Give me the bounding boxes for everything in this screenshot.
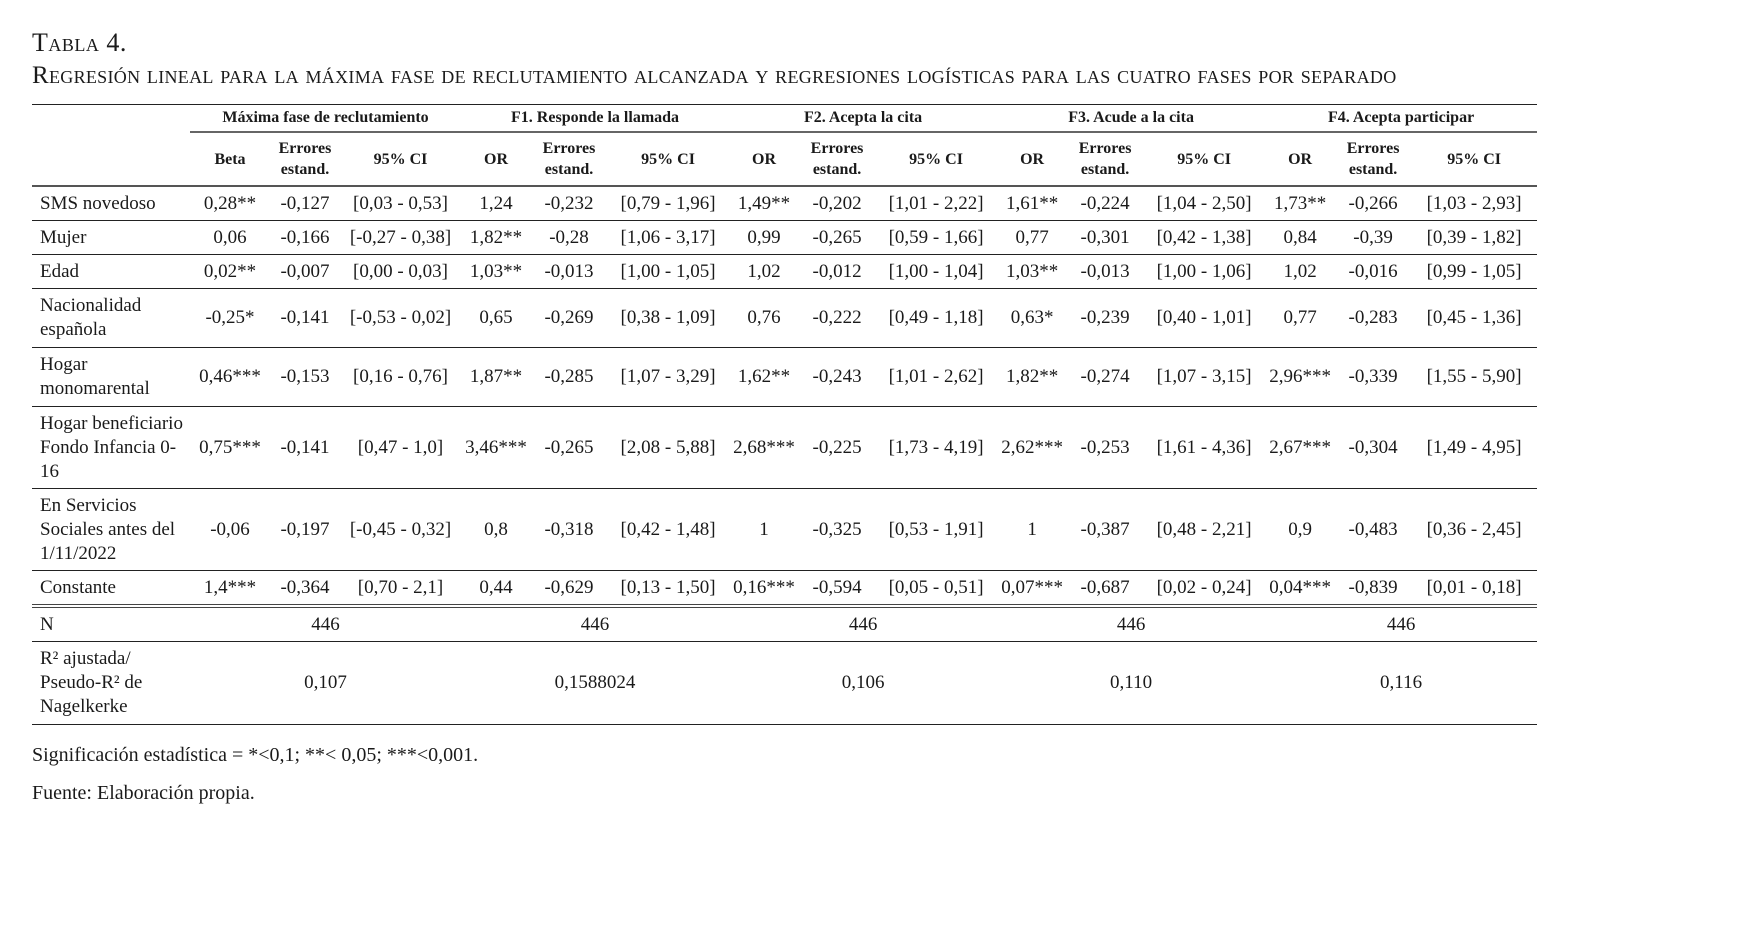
table-cell: 0,63* xyxy=(997,289,1067,348)
table-cell: 0,46*** xyxy=(190,348,270,407)
table-cell: [0,79 - 1,96] xyxy=(607,186,729,221)
table-cell: -0,387 xyxy=(1067,489,1143,571)
table-cell: [1,55 - 5,90] xyxy=(1411,348,1537,407)
table-cell: 1,24 xyxy=(461,186,531,221)
table-row xyxy=(32,348,1537,407)
table-cell: 1 xyxy=(729,489,799,571)
table-cell: 0,77 xyxy=(1265,289,1335,348)
table-row xyxy=(32,571,1537,607)
table-cell: [0,70 - 2,1] xyxy=(340,571,461,607)
table-cell: -0,141 xyxy=(270,289,340,348)
table-cell: -0,364 xyxy=(270,571,340,607)
table-cell: 2,96*** xyxy=(1265,348,1335,407)
table-title: Tabla 4. xyxy=(32,28,127,57)
col-header: OR xyxy=(461,132,531,186)
table-cell: 1,02 xyxy=(729,255,799,289)
table-cell: [0,42 - 1,48] xyxy=(607,489,729,571)
significance-note: Significación estadística = *<0,1; **< 0,05; ***<0,001. xyxy=(32,744,479,766)
table-cell: -0,301 xyxy=(1067,221,1143,255)
table-cell: 1,82** xyxy=(461,221,531,255)
table-cell: 3,46*** xyxy=(461,407,531,489)
table-cell: [0,45 - 1,36] xyxy=(1411,289,1537,348)
table-cell: -0,243 xyxy=(799,348,875,407)
table-cell: [0,16 - 0,76] xyxy=(340,348,461,407)
table-cell: 1,73** xyxy=(1265,186,1335,221)
table-cell: -0,283 xyxy=(1335,289,1411,348)
row-label: Nacionalidad española xyxy=(32,289,190,348)
table-cell: -0,202 xyxy=(799,186,875,221)
row-label: R² ajustada/ Pseudo-R² de Nagelkerke xyxy=(32,642,190,725)
table-cell: [0,47 - 1,0] xyxy=(340,407,461,489)
row-label: Mujer xyxy=(32,221,190,255)
table-cell: -0,39 xyxy=(1335,221,1411,255)
group-header: F3. Acude a la cita xyxy=(997,105,1265,133)
col-header: 95% CI xyxy=(875,132,997,186)
col-header: Errores estand. xyxy=(270,132,340,186)
table-cell: 0,16*** xyxy=(729,571,799,607)
table-cell: 2,68*** xyxy=(729,407,799,489)
regression-table xyxy=(32,104,1537,725)
table-cell: [1,00 - 1,04] xyxy=(875,255,997,289)
table-cell: [0,49 - 1,18] xyxy=(875,289,997,348)
table-cell: -0,269 xyxy=(531,289,607,348)
col-header: OR xyxy=(729,132,799,186)
group-header: F4. Acepta participar xyxy=(1265,105,1537,133)
r2-value: 0,116 xyxy=(1265,642,1537,725)
n-row xyxy=(32,606,1537,642)
table-cell: -0,687 xyxy=(1067,571,1143,607)
table-row xyxy=(32,186,1537,221)
table-cell: [0,01 - 0,18] xyxy=(1411,571,1537,607)
table-cell: [0,40 - 1,01] xyxy=(1143,289,1265,348)
table-cell: 1,4*** xyxy=(190,571,270,607)
table-cell: 1,03** xyxy=(461,255,531,289)
table-cell: [0,38 - 1,09] xyxy=(607,289,729,348)
n-value: 446 xyxy=(1265,606,1537,642)
table-cell: [1,07 - 3,29] xyxy=(607,348,729,407)
table-cell: [0,03 - 0,53] xyxy=(340,186,461,221)
r2-value: 0,107 xyxy=(190,642,461,725)
r2-value: 0,106 xyxy=(729,642,997,725)
table-cell: 0,9 xyxy=(1265,489,1335,571)
table-cell: -0,266 xyxy=(1335,186,1411,221)
table-cell: 0,07*** xyxy=(997,571,1067,607)
table-cell: 0,76 xyxy=(729,289,799,348)
table-cell: 0,44 xyxy=(461,571,531,607)
group-header-row xyxy=(32,105,1537,133)
table-cell: [-0,53 - 0,02] xyxy=(340,289,461,348)
table-row xyxy=(32,289,1537,348)
table-cell: [1,01 - 2,22] xyxy=(875,186,997,221)
table-cell: [2,08 - 5,88] xyxy=(607,407,729,489)
table-cell: [0,05 - 0,51] xyxy=(875,571,997,607)
table-cell: [0,00 - 0,03] xyxy=(340,255,461,289)
table-cell: [-0,27 - 0,38] xyxy=(340,221,461,255)
table-cell: -0,304 xyxy=(1335,407,1411,489)
table-cell: -0,28 xyxy=(531,221,607,255)
table-cell: -0,013 xyxy=(531,255,607,289)
table-cell: -0,007 xyxy=(270,255,340,289)
table-cell: [1,04 - 2,50] xyxy=(1143,186,1265,221)
n-value: 446 xyxy=(729,606,997,642)
r2-row xyxy=(32,642,1537,725)
col-header: Errores estand. xyxy=(531,132,607,186)
table-cell: -0,153 xyxy=(270,348,340,407)
table-cell: -0,166 xyxy=(270,221,340,255)
col-header: OR xyxy=(1265,132,1335,186)
table-cell: -0,222 xyxy=(799,289,875,348)
table-cell: -0,141 xyxy=(270,407,340,489)
table-row xyxy=(32,255,1537,289)
col-header: Beta xyxy=(190,132,270,186)
table-cell: 2,62*** xyxy=(997,407,1067,489)
group-header: F2. Acepta la cita xyxy=(729,105,997,133)
table-subtitle: Regresión lineal para la máxima fase de reclutamiento alcanzada y regresiones logísticas para las cuatro fases por separado xyxy=(32,62,1397,89)
table-cell: -0,013 xyxy=(1067,255,1143,289)
table-row xyxy=(32,489,1537,571)
col-header: Errores estand. xyxy=(1067,132,1143,186)
col-header: 95% CI xyxy=(340,132,461,186)
group-header: Máxima fase de reclutamiento xyxy=(190,105,461,133)
table-cell: [0,59 - 1,66] xyxy=(875,221,997,255)
table-cell: [1,49 - 4,95] xyxy=(1411,407,1537,489)
row-label: Hogar monomarental xyxy=(32,348,190,407)
table-cell: 0,77 xyxy=(997,221,1067,255)
n-value: 446 xyxy=(190,606,461,642)
table-row xyxy=(32,221,1537,255)
table-cell: -0,232 xyxy=(531,186,607,221)
col-header: 95% CI xyxy=(1411,132,1537,186)
sub-header-row xyxy=(32,132,1537,186)
table-cell: -0,339 xyxy=(1335,348,1411,407)
group-header: F1. Responde la llamada xyxy=(461,105,729,133)
table-cell: -0,012 xyxy=(799,255,875,289)
table-cell: -0,839 xyxy=(1335,571,1411,607)
col-header: OR xyxy=(997,132,1067,186)
table-cell: 0,28** xyxy=(190,186,270,221)
row-label: Hogar beneficiario Fondo Infancia 0-16 xyxy=(32,407,190,489)
table-cell: [0,48 - 2,21] xyxy=(1143,489,1265,571)
table-cell: [1,07 - 3,15] xyxy=(1143,348,1265,407)
row-label: Constante xyxy=(32,571,190,607)
table-cell: -0,285 xyxy=(531,348,607,407)
table-cell: [0,42 - 1,38] xyxy=(1143,221,1265,255)
table-cell: 1,82** xyxy=(997,348,1067,407)
col-header: 95% CI xyxy=(607,132,729,186)
row-label: Edad xyxy=(32,255,190,289)
col-header: 95% CI xyxy=(1143,132,1265,186)
col-header: Errores estand. xyxy=(799,132,875,186)
table-cell: [0,39 - 1,82] xyxy=(1411,221,1537,255)
table-cell: -0,483 xyxy=(1335,489,1411,571)
table-cell: -0,197 xyxy=(270,489,340,571)
table-cell: [0,36 - 2,45] xyxy=(1411,489,1537,571)
table-cell: 0,65 xyxy=(461,289,531,348)
table-cell: [1,00 - 1,06] xyxy=(1143,255,1265,289)
table-cell: 0,99 xyxy=(729,221,799,255)
table-cell: -0,629 xyxy=(531,571,607,607)
table-cell: -0,274 xyxy=(1067,348,1143,407)
table-cell: [1,03 - 2,93] xyxy=(1411,186,1537,221)
table-cell: 1 xyxy=(997,489,1067,571)
table-cell: [0,13 - 1,50] xyxy=(607,571,729,607)
table-cell: -0,253 xyxy=(1067,407,1143,489)
table-cell: 0,8 xyxy=(461,489,531,571)
table-cell: 0,84 xyxy=(1265,221,1335,255)
table-cell: 1,02 xyxy=(1265,255,1335,289)
table-cell: -0,318 xyxy=(531,489,607,571)
row-label: SMS novedoso xyxy=(32,186,190,221)
table-cell: -0,265 xyxy=(531,407,607,489)
table-cell: [1,00 - 1,05] xyxy=(607,255,729,289)
table-cell: -0,127 xyxy=(270,186,340,221)
table-cell: 1,03** xyxy=(997,255,1067,289)
table-cell: -0,25* xyxy=(190,289,270,348)
n-value: 446 xyxy=(461,606,729,642)
table-cell: [1,06 - 3,17] xyxy=(607,221,729,255)
table-cell: 1,49** xyxy=(729,186,799,221)
table-cell: [0,53 - 1,91] xyxy=(875,489,997,571)
table-cell: -0,594 xyxy=(799,571,875,607)
table-cell: [1,01 - 2,62] xyxy=(875,348,997,407)
header-blank xyxy=(32,132,190,186)
table-row xyxy=(32,407,1537,489)
table-cell: 0,75*** xyxy=(190,407,270,489)
table-cell: 1,61** xyxy=(997,186,1067,221)
table-cell: -0,06 xyxy=(190,489,270,571)
table-cell: 2,67*** xyxy=(1265,407,1335,489)
table-cell: [-0,45 - 0,32] xyxy=(340,489,461,571)
table-cell: -0,239 xyxy=(1067,289,1143,348)
table-cell: 1,62** xyxy=(729,348,799,407)
table-cell: -0,224 xyxy=(1067,186,1143,221)
table-cell: 1,87** xyxy=(461,348,531,407)
table-cell: [0,99 - 1,05] xyxy=(1411,255,1537,289)
r2-value: 0,1588024 xyxy=(461,642,729,725)
table-cell: -0,325 xyxy=(799,489,875,571)
table-cell: -0,225 xyxy=(799,407,875,489)
table-cell: [0,02 - 0,24] xyxy=(1143,571,1265,607)
row-label: En Servicios Sociales antes del 1/11/2022 xyxy=(32,489,190,571)
table-cell: [1,73 - 4,19] xyxy=(875,407,997,489)
table-cell: 0,04*** xyxy=(1265,571,1335,607)
table-cell: -0,265 xyxy=(799,221,875,255)
n-value: 446 xyxy=(997,606,1265,642)
table-cell: 0,02** xyxy=(190,255,270,289)
table-cell: -0,016 xyxy=(1335,255,1411,289)
source-note: Fuente: Elaboración propia. xyxy=(32,782,255,804)
r2-value: 0,110 xyxy=(997,642,1265,725)
row-label: N xyxy=(32,606,190,642)
table-cell: [1,61 - 4,36] xyxy=(1143,407,1265,489)
table-cell: 0,06 xyxy=(190,221,270,255)
header-blank xyxy=(32,105,190,133)
col-header: Errores estand. xyxy=(1335,132,1411,186)
